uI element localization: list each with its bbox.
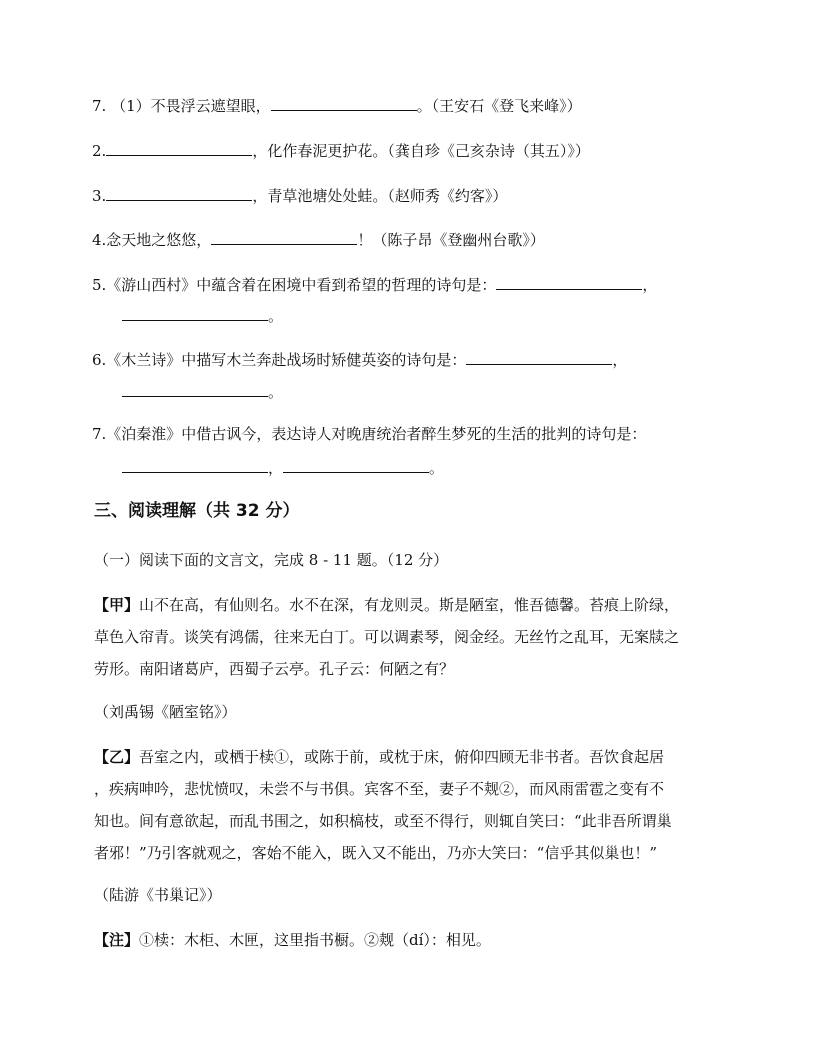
question-7-1 [92, 94, 582, 117]
question-7-2-continued [122, 456, 444, 479]
passage-line: 山不在高，有仙则名。水不在深，有龙则灵。斯是陋室，惟吾德馨。苔痕上阶绿， [139, 596, 680, 614]
question-text: 5.《游山西村》中蕴含着在困境中看到希望的哲理的诗句是： [92, 276, 497, 294]
question-5-continued [122, 304, 283, 327]
passage-tag: 【乙】 [94, 748, 140, 766]
section-heading: 三、阅读理解（共 32 分） [94, 501, 300, 521]
question-5 [92, 273, 657, 296]
answer-blank[interactable] [122, 456, 268, 473]
instruction-text: （一）阅读下面的文言文，完成 8 - 11 题。（12 分） [94, 551, 449, 569]
note-tag: 【注】 [94, 931, 140, 949]
passage-yi-source [94, 879, 734, 911]
passage-jia [94, 589, 734, 685]
source-text: （陆游《书巢记》） [94, 886, 222, 904]
passage-line: 知也。间有意欲起，而乱书围之，如积槁枝，或至不得行，则辄自笑曰：“此非吾所谓巢 [94, 812, 672, 830]
passage-line: 者邪！”乃引客就观之，客始不能入，既入又不能出，乃亦大笑曰：“信乎其似巢也！” [94, 844, 658, 862]
question-7-2 [92, 423, 646, 445]
question-punct: ， [642, 276, 658, 294]
question-punct: ， [612, 351, 628, 369]
answer-blank[interactable] [122, 380, 268, 397]
answer-blank[interactable] [211, 228, 357, 245]
question-source: ！（陈子昂《登幽州台歌》） [357, 231, 545, 249]
question-2 [92, 139, 590, 162]
answer-blank[interactable] [106, 184, 252, 201]
answer-blank[interactable] [122, 304, 268, 321]
question-source: 。（王安石《登飞来峰》） [416, 97, 582, 115]
answer-blank[interactable] [466, 348, 612, 365]
answer-blank[interactable] [283, 456, 429, 473]
passage-line: ，疾病呻吟，悲忧愤叹，未尝不与书俱。宾客不至，妻子不觌②，而风雨雷雹之变有不 [94, 780, 665, 798]
answer-blank[interactable] [496, 273, 642, 290]
question-6-continued [122, 380, 283, 403]
answer-blank[interactable] [271, 94, 417, 111]
question-text: 7. （1）不畏浮云遮望眼， [92, 97, 271, 115]
question-4 [92, 228, 545, 251]
annotation [94, 924, 734, 956]
question-punct: 。 [268, 383, 284, 401]
question-text: 7.《泊秦淮》中借古讽今，表达诗人对晚唐统治者醉生梦死的生活的批判的诗句是： [92, 425, 647, 443]
question-text: ，青草池塘处处蛙。（赵师秀《约客》） [252, 187, 508, 205]
passage-yi [94, 741, 734, 869]
source-text: （刘禹锡《陋室铭》） [94, 703, 237, 721]
question-text: 6.《木兰诗》中描写木兰奔赴战场时矫健英姿的诗句是： [92, 351, 467, 369]
question-number: 2. [92, 142, 107, 160]
question-6 [92, 348, 627, 371]
reading-instruction [94, 544, 734, 576]
passage-tag: 【甲】 [94, 596, 140, 614]
question-punct: 。 [268, 307, 284, 325]
question-text: ，化作春泥更护花。（龚自珍《己亥杂诗（其五）》） [252, 142, 590, 160]
question-punct: 。 [429, 459, 445, 477]
question-text: 4.念天地之悠悠， [92, 231, 212, 249]
passage-line: 劳形。南阳诸葛庐，西蜀子云亭。孔子云：何陋之有？ [94, 660, 455, 678]
answer-blank[interactable] [106, 139, 252, 156]
passage-jia-source [94, 696, 734, 728]
note-text: ①椟：木柜、木匣，这里指书橱。②觌（dí）：相见。 [139, 931, 491, 949]
question-3 [92, 184, 507, 207]
passage-line: 草色入帘青。谈笑有鸿儒，往来无白丁。可以调素琴，阅金经。无丝竹之乱耳，无案牍之 [94, 628, 680, 646]
question-punct: ， [268, 459, 284, 477]
question-number: 3. [92, 187, 107, 205]
passage-line: 吾室之内，或栖于椟①，或陈于前，或枕于床，俯仰四顾无非书者。吾饮食起居 [139, 748, 665, 766]
